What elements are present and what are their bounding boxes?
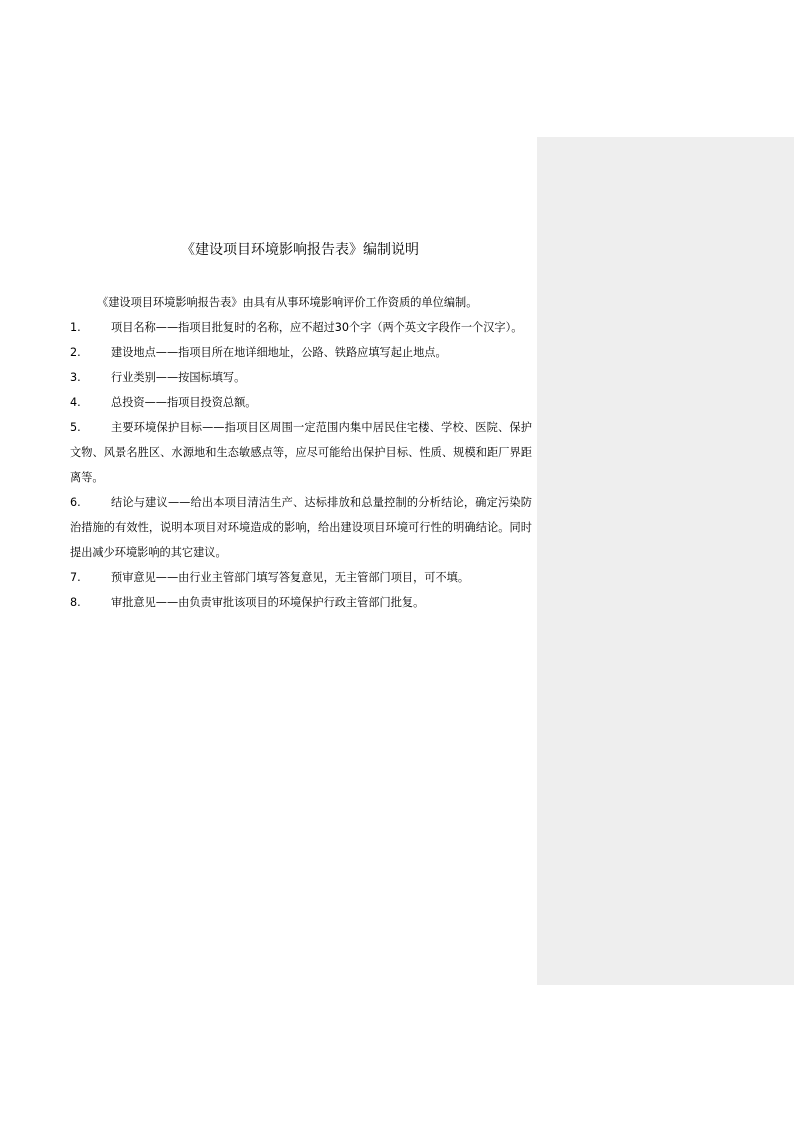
document-body (70, 290, 532, 615)
item-text: 结论与建议——给出本项目清洁生产、达标排放和总量控制的分析结论，确定污染防治措施的有效性，说明本项目对环境造成的影响，给出建设项目环境可行性的明确结论。同时提出减少环境影响的其它建议。 (70, 496, 532, 559)
item-number: 5. (70, 421, 81, 434)
list-item (70, 415, 532, 490)
item-number: 4. (70, 396, 81, 409)
item-number: 2. (70, 346, 81, 359)
item-number: 1. (70, 321, 81, 334)
item-text: 审批意见——由负责审批该项目的环境保护行政主管部门批复。 (111, 596, 425, 609)
item-number: 8. (70, 596, 81, 609)
item-number: 3. (70, 371, 81, 384)
item-text: 预审意见——由行业主管部门填写答复意见，无主管部门项目，可不填。 (111, 571, 470, 584)
list-item (70, 565, 532, 590)
document-title: 《建设项目环境影响报告表》编制说明 (181, 242, 419, 258)
item-text: 总投资——指项目投资总额。 (111, 396, 257, 409)
list-item (70, 315, 532, 340)
list-item (70, 390, 532, 415)
item-text: 主要环境保护目标——指项目区周围一定范围内集中居民住宅楼、学校、医院、保护文物、风景名胜区、水源地和生态敏感点等，应尽可能给出保护目标、性质、规模和距厂界距离等。 (70, 421, 532, 484)
item-text: 项目名称——指项目批复时的名称，应不超过30个字（两个英文字段作一个汉字）。 (111, 321, 523, 334)
list-item (70, 340, 532, 365)
instruction-list (70, 315, 532, 615)
list-item (70, 490, 532, 565)
item-number: 7. (70, 571, 81, 584)
item-number: 6. (70, 496, 81, 509)
item-text: 行业类别——按国标填写。 (111, 371, 246, 384)
comment-margin-pane (537, 137, 794, 985)
intro-paragraph: 《建设项目环境影响报告表》由具有从事环境影响评价工作资质的单位编制。 (97, 296, 478, 309)
item-text: 建设地点——指项目所在地详细地址，公路、铁路应填写起止地点。 (111, 346, 447, 359)
list-item (70, 590, 532, 615)
list-item (70, 365, 532, 390)
